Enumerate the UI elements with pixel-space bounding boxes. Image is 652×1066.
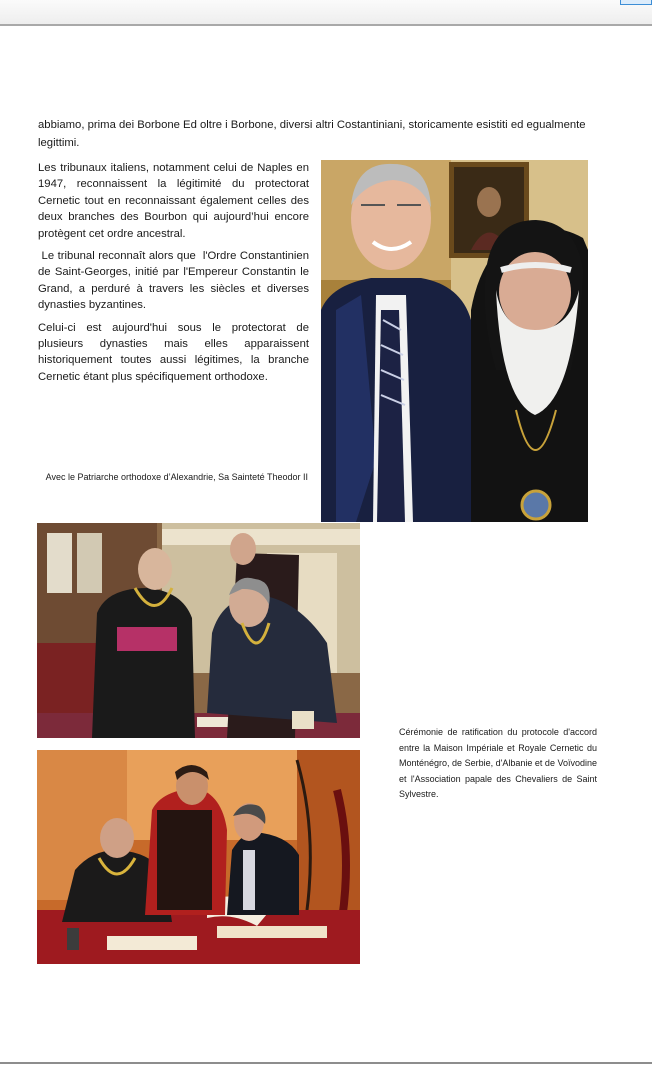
intro-paragraph: abbiamo, prima dei Borbone Ed oltre i Borbone, diversi altri Costantiniani, storicamente esistiti ed egualmente legittimi. [38,119,586,149]
patriarch-photo-caption: Avec le Patriarche orthodoxe d’Alexandrie, Sa Sainteté Theodor II [45,472,308,482]
ceremony-caption: Cérémonie de ratification du protocole d'accord entre la Maison Impériale et Royale Cernetic du Monténégro, de Serbie, d'Albanie et de Voïvodine et l'Association papale des Chevaliers de Saint Sylvestre. [399,727,597,799]
viewer-toolbar [0,0,652,26]
toolbar-button[interactable] [620,0,652,5]
paragraph-tribunals: Les tribunaux italiens, notamment celui de Naples en 1947, reconnaissent la légitimité du protectorat Cernetic tout en reconnaissant également celles des deux branches des Bourbon qui aujourd’hui encore protègent cet ordre ancestral. [38,162,309,240]
ceremony-photo-table [37,750,360,964]
ceremony-photo-signing [37,523,360,738]
page-bottom-rule [0,1062,652,1064]
paragraph-protectorate: Celui-ci est aujourd'hui sous le protectorat de plusieurs dynasties mais elles apparaissent historiquement toutes aussi légitimes, la branche Cernetic étant plus spécifiquement orthodoxe. [38,321,309,383]
patriarch-photo [321,160,588,522]
paragraph-constantinian-order: Le tribunal reconnaît alors que l'Ordre Constantinien de Saint-Georges, initié par l'Empereur Constantin le Grand, a perduré à travers les siècles et diverses dynasties byzantines. [38,250,313,312]
text-column [38,160,313,391]
